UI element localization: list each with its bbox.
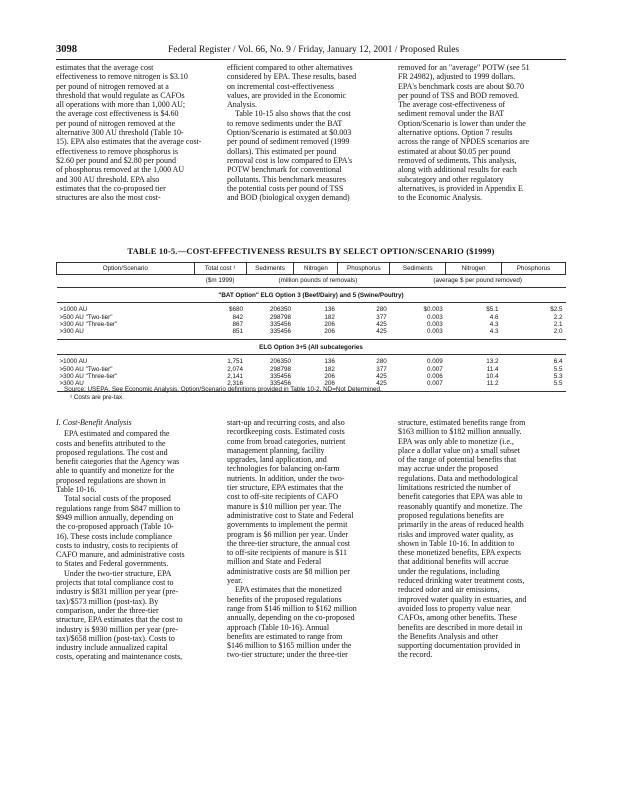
table-cell: 4.3 [489, 321, 499, 329]
row-label: >300 AU [57, 380, 195, 391]
text-line: effectiveness to remove phosphorus is [56, 146, 179, 156]
text-line: costs, operating and maintenance costs, [56, 652, 183, 662]
table-cell: 842 [232, 313, 244, 321]
column-header: Nitrogen [446, 263, 502, 275]
text-line: $146 million to $165 million under the [227, 641, 352, 651]
bottom-column-3 [398, 418, 566, 660]
table-cell: 206 [294, 380, 338, 391]
text-line: recordkeeping costs. Estimated costs [227, 427, 345, 437]
table-footnote: ¹ Costs are pre-tax. [70, 393, 124, 401]
table-cell: 335456 [269, 321, 291, 329]
table-cell: 335456 [269, 373, 291, 381]
table-row [57, 328, 566, 339]
text-line: structures are also the most cost- [56, 193, 161, 203]
text-line: program is $6 million per year. Under [227, 529, 349, 539]
text-line: to the Economic Analysis. [398, 193, 482, 203]
text-line: million and State and Federal [227, 557, 322, 567]
units-row [57, 275, 566, 287]
paragraph [398, 418, 566, 660]
column-header: Sediments [246, 263, 294, 275]
text-line: on incremental cost-effectiveness [227, 81, 334, 91]
text-line: per pound of nitrogen removed at a [56, 81, 169, 91]
text-line: removal cost is low compared to EPA's [227, 155, 353, 165]
row-label: >1000 AU [59, 306, 88, 314]
text-line: EPA estimates that the monetized [235, 585, 342, 595]
table-cell: 0.003 [426, 321, 443, 329]
text-line: values, are provided in the Economic [227, 90, 347, 100]
text-line: administrative costs are $8 million per [227, 566, 350, 576]
text-line: POTW benchmark for conventional [227, 165, 342, 175]
table-cell: 0.003 [390, 328, 446, 339]
paragraph [56, 429, 216, 494]
text-line: FR 24982), adjusted to 1999 dollars. [398, 72, 516, 82]
text-line: avoided loss to property value near [398, 603, 511, 613]
table-cell: 206 [324, 373, 335, 381]
text-line: start-up and recurring costs, and also [227, 418, 345, 427]
table-cell: 851 [194, 328, 246, 339]
table-caption: TABLE 10-5.—COST-EFFECTIVENESS RESULTS BY SELECT OPTION/SCENARIO ($1999) [127, 246, 495, 256]
text-line: the average cost effectiveness is $4.60 [56, 109, 179, 119]
table-row [57, 355, 566, 366]
column-header: Phosphorus [502, 263, 566, 275]
text-line: Analysis. [227, 100, 257, 110]
top-column-1 [56, 63, 216, 202]
table-cell: 5.3 [553, 373, 563, 381]
table-cell: 182 [324, 313, 335, 321]
text-line: the three-tier structure, the annual cost [227, 538, 351, 548]
text-line: reduced odor and air emissions, [398, 585, 500, 595]
text-line: to remove sediments under the BAT [227, 118, 343, 128]
text-line: benefits are estimated to range from [227, 631, 343, 641]
text-line: supporting documentation provided in [398, 641, 521, 651]
text-line: Under the two-tier structure, EPA [64, 568, 172, 578]
text-line: year. [227, 576, 243, 586]
text-line: management planning, facility [227, 445, 325, 455]
page-number: 3098 [56, 44, 77, 55]
table-cell: 4.6 [489, 313, 499, 321]
section-title-row [57, 287, 566, 302]
text-line: industry include annualized capital [56, 643, 168, 653]
text-line: Table 10-15 also shows that the cost [235, 109, 351, 119]
text-line: $949 million annually, depending on [56, 512, 174, 522]
text-line: range from $146 million to $162 million [227, 603, 357, 613]
text-line: per pound of sediment removed (1999 [227, 137, 350, 147]
text-line: Option/Scenario is estimated at $0.003 [227, 128, 352, 138]
table-cell: 136 [324, 358, 335, 366]
table-cell: 10.4 [486, 373, 499, 381]
text-line: under the regulations, including [398, 566, 500, 576]
table-cell: 425 [338, 328, 390, 339]
table-cell: 0.007 [390, 380, 446, 391]
text-line: manure is $10 million per year. The [227, 501, 342, 511]
top-column-3 [398, 63, 566, 202]
text-line: EPA was only able to monetize (i.e., [398, 436, 514, 446]
text-line: estimated at about $0.05 per pound [398, 146, 511, 156]
table-notes [64, 386, 382, 401]
text-line: efficient compared to other alternatives [227, 63, 353, 72]
text-line: administrative cost to State and Federal [227, 510, 354, 520]
table-cell: 0.007 [426, 365, 443, 373]
section-heading: I. Cost-Benefit Analysis [56, 418, 132, 427]
text-line: proposed regulations are shown in [56, 475, 166, 485]
table-cell: 0.009 [426, 358, 443, 366]
text-line: alternative 300 AU threshold (Table 10- [56, 128, 184, 138]
table-cell: 867 [232, 321, 244, 329]
table-cell: 6.4 [553, 358, 563, 366]
table-header-row [57, 263, 566, 275]
text-line: and BOD (biological oxygen demand) [227, 193, 350, 203]
text-line: tax)/$658 million (post-tax). Costs to [56, 633, 175, 643]
text-line: able to quantify and monetize for the [56, 466, 175, 476]
text-line: shown in Table 10-16. In addition to [398, 538, 515, 548]
cost-effectiveness-table [56, 262, 566, 392]
paragraph [56, 494, 216, 568]
units-cell: ($m 1999) [194, 275, 246, 287]
table-cell: 1,751 [227, 358, 244, 366]
table-cell: 280 [376, 358, 387, 366]
text-line: annually, depending on the co-proposed [227, 613, 355, 623]
table-cell: 0.006 [426, 373, 443, 381]
text-line: reasonably quantify and monetize. The [398, 501, 523, 511]
table-cell: 0.003 [426, 313, 443, 321]
bottom-column-1 [56, 418, 216, 662]
text-line: tier structure, EPA estimates that the [227, 483, 344, 493]
table-cell: 377 [376, 313, 387, 321]
text-line: risks and improved water quality, as [398, 529, 514, 539]
text-line: place a dollar value on) a small subset [398, 445, 520, 455]
text-line: and 300 AU threshold. EPA also [56, 174, 160, 184]
units-cell: (million pounds of removals) [246, 275, 390, 287]
section-title: ELG Option 3+5 (All subcategories [57, 339, 566, 354]
text-line: subcategory and other regulatory [398, 174, 504, 184]
text-line: The average cost-effectiveness of [398, 100, 506, 110]
table-source-note: Source: USEPA. See Economic Analysis. Option/Scenario definitions provided in Table 10-2. ND=Not Determined. [64, 386, 382, 393]
text-line: costs to industry, costs to recipients of [56, 540, 178, 550]
text-line: pollutants. This benchmark measures [227, 174, 346, 184]
text-line: along with additional results for each [398, 165, 517, 175]
table-cell: 425 [376, 373, 387, 381]
table-cell: 335456 [246, 328, 294, 339]
table-cell: 2.1 [553, 321, 563, 329]
paragraph [56, 569, 216, 662]
text-line: to off-site recipients of manure is $11 [227, 548, 347, 558]
text-line: the co-proposed approach (Table 10- [56, 522, 174, 532]
table-row [57, 321, 566, 328]
text-line: removed for an "average" POTW (see 51 [398, 63, 530, 72]
text-line: industry is $930 million per year (pre- [56, 624, 179, 634]
text-line: benefit categories that EPA was able to [398, 492, 523, 502]
row-label: >1000 AU [59, 358, 88, 366]
table-cell: 425 [376, 321, 387, 329]
text-line: threshold that would regulate as CAFOs [56, 90, 185, 100]
column-header: Total cost ¹ [194, 263, 246, 275]
table-cell: 377 [376, 365, 387, 373]
text-line: all operations with more than 1,000 AU; [56, 100, 186, 110]
table-cell: 298798 [269, 365, 291, 373]
text-line: may accrue under the proposed [398, 464, 498, 474]
table-cell: 4.3 [446, 328, 502, 339]
column-header: Sediments [390, 263, 446, 275]
text-line: to States and Federal governments. [56, 559, 169, 569]
table-row [57, 314, 566, 321]
text-line: estimates that the average cost [56, 63, 154, 72]
text-line: per pound of nitrogen removed at the [56, 118, 176, 128]
table-cell: $0.003 [423, 306, 443, 314]
text-line: alternative options. Option 7 results [398, 128, 513, 138]
text-line: considered by EPA. These results, based [227, 72, 357, 82]
table-row [57, 303, 566, 314]
text-line: dollars). This estimated per pound [227, 146, 337, 156]
table-cell: 2,074 [227, 365, 244, 373]
column-header: Option/Scenario [57, 263, 195, 275]
text-line: projects that total compliance cost to [56, 578, 174, 588]
table-cell: 13.2 [486, 358, 499, 366]
text-line: limitations restricted the number of [398, 483, 511, 493]
text-line: cost to off-site recipients of CAFO [227, 492, 339, 502]
units-cell: (average $ per pound removed) [390, 275, 566, 287]
row-label: >500 AU "Two-tier" [59, 313, 113, 321]
row-label: >300 AU "Three-tier" [59, 373, 118, 381]
text-line: reduced drinking water treatment costs, [398, 576, 525, 586]
text-line: proposed regulations. The cost and [56, 447, 168, 457]
text-line: benefits are described in more detail in [398, 622, 523, 632]
table-cell: 206350 [269, 358, 291, 366]
text-line: 15). EPA also estimates that the average cost- [56, 137, 202, 147]
table-cell: 2.0 [502, 328, 566, 339]
top-column-2 [227, 63, 387, 202]
table-cell: 298798 [269, 313, 291, 321]
table-cell: 206 [324, 321, 335, 329]
text-line: approach (Table 10-16). Annual [227, 622, 330, 632]
text-line: upgrades, land application, and [227, 455, 327, 465]
text-line: the record. [398, 650, 433, 660]
text-line: structure, EPA estimates that the cost to [56, 615, 183, 625]
text-line: effectiveness to remove nitrogen is $3.10 [56, 72, 188, 82]
text-line: estimates that the co-proposed tier [56, 183, 166, 193]
text-line: regulations range from $847 million to [56, 503, 181, 513]
text-line: benefits of the proposed regulations [227, 594, 342, 604]
page-header [56, 44, 566, 58]
text-line: come from broad categories, nutrient [227, 436, 346, 446]
text-line: costs and benefits attributed to the [56, 438, 166, 448]
text-line: across the range of NPDES scenarios are [398, 137, 530, 147]
text-line: removed of sediments. This analysis, [398, 155, 517, 165]
text-line: $163 million to $182 million annually. [398, 427, 522, 437]
table-row [57, 366, 566, 373]
row-label: >500 AU "Two-tier" [59, 365, 113, 373]
text-line: improved water quality in estuaries, and [398, 594, 527, 604]
text-line: Table 10-16. [56, 485, 97, 495]
table-cell: 5.5 [553, 365, 563, 373]
table-cell: 206 [294, 328, 338, 339]
text-line: CAFO manure, and administrative costs [56, 550, 185, 560]
text-line: CAFOs, among other benefits. These [398, 613, 517, 623]
text-line: EPA's benchmark costs are about $0.70 [398, 81, 525, 91]
table-cell: 2,141 [227, 373, 244, 381]
text-line: of phosphorus removed at the 1,000 AU [56, 165, 185, 175]
table-cell: $2.5 [550, 306, 563, 314]
text-line: two-tier structure; under the three-tier [227, 650, 348, 660]
text-line: industry is $831 million per year (pre- [56, 587, 179, 597]
table-cell: 335456 [246, 380, 294, 391]
text-line: comparison, under the three-tier [56, 605, 159, 615]
text-line: sediment removal under the BAT [398, 109, 505, 119]
text-line: EPA estimated and compared the [64, 429, 170, 439]
table-cell: 182 [324, 365, 335, 373]
text-line: alternatives, is provided in Appendix E [398, 183, 523, 193]
text-line: tax)/$573 million (post-tax). By [56, 596, 159, 606]
table-cell: 280 [376, 306, 387, 314]
text-line: primarily in the areas of reduced health [398, 520, 524, 530]
text-line: benefit categories that the Agency was [56, 457, 180, 467]
table-cell: 136 [324, 306, 335, 314]
table-cell: 11.2 [446, 380, 502, 391]
row-label: >300 AU [57, 328, 195, 339]
text-line: governments to implement the permit [227, 520, 348, 530]
section-title: "BAT Option" ELG Option 3 (Beef/Dairy) and 5 (Swine/Poultry) [57, 287, 566, 302]
running-title: Federal Register / Vol. 66, No. 9 / Friday, January 12, 2001 / Proposed Rules [168, 45, 460, 55]
text-line: the potential costs per pound of TSS [227, 183, 344, 193]
header-rule [56, 59, 566, 60]
table-cell: $680 [229, 306, 244, 314]
text-line: regulations. Data and methodological [398, 473, 518, 483]
table-row [57, 373, 566, 380]
column-header: Phosphorus [338, 263, 390, 275]
text-line: the Benefits Analysis and other [398, 631, 498, 641]
text-line: Option/Scenario is lower than under the [398, 118, 526, 128]
text-line: per pound of TSS and BOD removed. [398, 90, 519, 100]
table-cell: 2,316 [194, 380, 246, 391]
text-line: proposed regulations benefits are [398, 510, 504, 520]
table-cell: 2.2 [553, 313, 563, 321]
text-line: of the range of potential benefits that [398, 455, 517, 465]
table-cell: 206350 [269, 306, 291, 314]
bottom-column-2 [227, 418, 387, 660]
table-cell: $5.1 [486, 306, 499, 314]
text-line: structure, estimated benefits range from [398, 418, 526, 427]
text-line: Total social costs of the proposed [64, 494, 171, 504]
text-line: 16). These costs include compliance [56, 531, 173, 541]
text-line: these monetized benefits, EPA expects [398, 548, 522, 558]
text-line: $2.60 per pound and $2.80 per pound [56, 155, 176, 165]
column-header: Nitrogen [294, 263, 338, 275]
table-cell: 11.4 [486, 365, 499, 373]
table-cell: 425 [338, 380, 390, 391]
paragraph [227, 585, 387, 659]
section-title-row [57, 339, 566, 354]
text-line: nutrients. In addition, under the two- [227, 473, 345, 483]
paragraph [227, 418, 387, 585]
text-line: that additional benefits will accrue [398, 557, 509, 567]
text-line: technologies for balancing on-farm [227, 464, 340, 474]
units-cell [57, 275, 195, 287]
table-cell: 5.5 [502, 380, 566, 391]
row-label: >300 AU "Three-tier" [59, 321, 118, 329]
